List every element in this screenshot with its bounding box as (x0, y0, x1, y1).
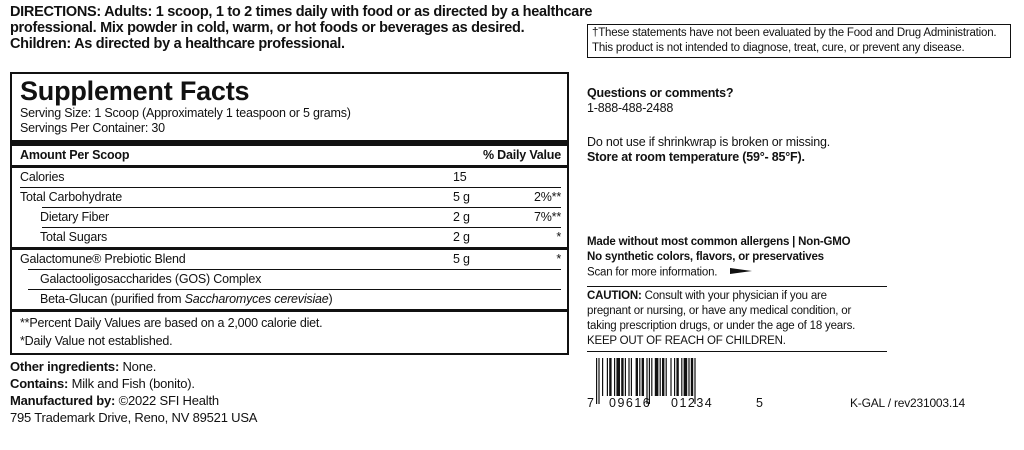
phone-number: 1-888-488-2488 (587, 101, 674, 115)
storage-block (587, 135, 830, 165)
scan-row (587, 265, 887, 281)
header-amount: Amount Per Scoop (20, 148, 130, 162)
servings-per-container: Servings Per Container: 30 (20, 121, 165, 135)
barcode-group-1: 09616 (609, 396, 652, 410)
caution-line-1 (587, 289, 887, 304)
row-dv: * (556, 230, 561, 244)
barcode-bar (628, 358, 629, 396)
shrinkwrap-warning: Do not use if shrinkwrap is broken or missing. (587, 135, 830, 149)
questions-heading: Questions or comments? (587, 86, 734, 100)
facts-row (20, 228, 561, 247)
facts-row (20, 270, 561, 289)
barcode-bar (614, 358, 615, 396)
row-name: Dietary Fiber (40, 210, 109, 224)
disclaimer-line-1: †These statements have not been evaluated by the Food and Drug Administration. (592, 27, 997, 39)
barcode-bar (621, 358, 623, 396)
facts-row (20, 208, 561, 227)
row-dv: * (556, 252, 561, 266)
other-ingredients-label: Other ingredients: (10, 359, 120, 374)
manufactured-label: Manufactured by: (10, 393, 116, 408)
barcode-bar (651, 358, 652, 396)
facts-header-row (20, 146, 561, 165)
facts-row (20, 250, 561, 269)
caution-block (587, 286, 887, 352)
barcode-bar (660, 358, 661, 396)
barcode-bar (625, 358, 626, 396)
directions-block (10, 4, 593, 52)
footnote-percent: **Percent Daily Values are based on a 2,000 calorie diet. (20, 316, 323, 330)
manufactured-value: ©2022 SFI Health (115, 393, 219, 408)
barcode-bar (681, 358, 682, 396)
barcode-right-digit: 5 (756, 396, 763, 410)
facts-row (20, 290, 561, 309)
fda-disclaimer (587, 24, 1011, 58)
barcode-bar (642, 358, 644, 396)
allergen-block (587, 235, 887, 281)
header-daily-value: % Daily Value (483, 148, 561, 162)
row-dv: 2%** (534, 190, 561, 204)
contains-label: Contains: (10, 376, 69, 391)
scan-text: Scan for more information. (587, 266, 718, 279)
synthetic-text: No synthetic colors, flavors, or preservatives (587, 251, 824, 263)
row-amount: 5 g (453, 252, 470, 266)
row-name: Total Sugars (40, 230, 108, 244)
directions-line-1: DIRECTIONS: Adults: 1 scoop, 1 to 2 times daily with food or as directed by a healthcare (10, 4, 593, 20)
barcode-bar (684, 358, 688, 396)
address: 795 Trademark Drive, Reno, NV 89521 USA (10, 410, 258, 425)
row-name: Calories (20, 170, 65, 184)
directions-line-3: Children: As directed by a healthcare professional. (10, 36, 345, 52)
barcode-bar (602, 358, 603, 396)
row-amount: 2 g (453, 230, 470, 244)
ingredients-block (10, 358, 257, 426)
facts-title: Supplement Facts (20, 76, 250, 106)
caution-line-4: KEEP OUT OF REACH OF CHILDREN. (587, 335, 786, 347)
serving-size: Serving Size: 1 Scoop (Approximately 1 teaspoon or 5 grams) (20, 106, 351, 120)
row-dv: 7%** (534, 210, 561, 224)
contains-value: Milk and Fish (bonito). (68, 376, 195, 391)
facts-row (20, 168, 561, 187)
row-amount: 15 (453, 170, 467, 184)
barcode-bar (596, 358, 597, 404)
row-name: Total Carbohydrate (20, 190, 123, 204)
barcode-bar (676, 358, 678, 396)
supplement-facts-panel (10, 72, 569, 355)
disclaimer-line-2: This product is not intended to diagnose, treat, cure, or prevent any disease. (592, 42, 965, 54)
barcode-bar (655, 358, 659, 396)
barcode-bar (691, 358, 693, 396)
barcode-group-2: 01234 (671, 396, 714, 410)
barcode-bar (631, 358, 632, 396)
row-amount: 2 g (453, 210, 470, 224)
caution-label: CAUTION: (587, 290, 642, 302)
row-name: Galactooligosaccharides (GOS) Complex (40, 272, 262, 286)
caution-text-1: Consult with your physician if you are (641, 290, 827, 302)
barcode-bar (609, 358, 611, 396)
row-name: Galactomune® Prebiotic Blend (20, 252, 186, 266)
barcode-bar (639, 358, 640, 396)
caution-line-2: pregnant or nursing, or have any medical condition, or (587, 305, 852, 317)
barcode-bar (607, 358, 608, 396)
arrow-right-icon (730, 265, 752, 280)
row-name (20, 292, 333, 306)
caution-line-3: taking prescription drugs, or under the age of 18 years. (587, 320, 856, 332)
barcode-bar (670, 358, 671, 396)
row-amount: 5 g (453, 190, 470, 204)
allergen-text: Made without most common allergens | Non-GMO (587, 236, 851, 248)
row-name-italic: Saccharomyces cerevisiae (184, 292, 329, 306)
footnote-daily-value: *Daily Value not established. (20, 334, 173, 348)
barcode-bar (598, 358, 599, 404)
medium-divider (12, 309, 567, 312)
other-ingredients (10, 358, 257, 375)
contact-block (587, 86, 733, 116)
facts-row (20, 188, 561, 207)
barcode-bar (662, 358, 664, 396)
directions-line-2: professional. Mix powder in cold, warm, or hot foods or beverages as desired. (10, 20, 525, 36)
row-name-end: ) (328, 292, 333, 306)
row-name-start: Beta-Glucan (purified from (40, 292, 185, 306)
barcode-bar (688, 358, 689, 396)
manufactured-by (10, 392, 257, 409)
barcode-bar (636, 358, 638, 396)
barcode-left-digit: 7 (587, 396, 594, 410)
contains (10, 375, 257, 392)
product-code: K-GAL / rev231003.14 (850, 396, 965, 410)
barcode-bar (616, 358, 620, 396)
other-ingredients-value: None. (119, 359, 157, 374)
storage-text: Store at room temperature (59°- 85°F). (587, 150, 805, 164)
barcode-bar (666, 358, 667, 396)
barcode-bar (674, 358, 675, 396)
